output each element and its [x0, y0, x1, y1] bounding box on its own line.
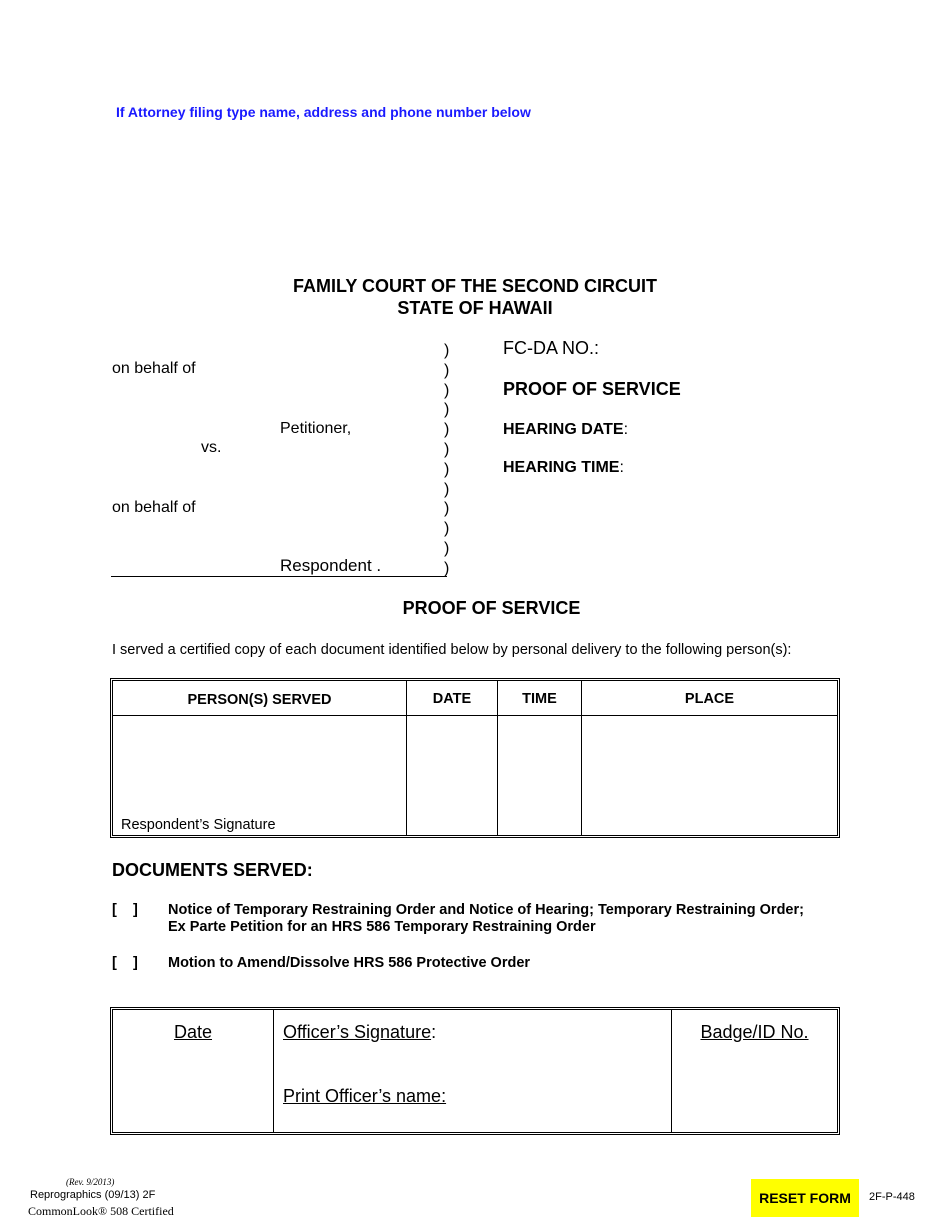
officer-signature-label: Officer’s Signature: [283, 1022, 437, 1042]
caption-paren: ) [444, 500, 450, 518]
officer-date-label: Date [173, 1022, 213, 1042]
caption-paren: ) [444, 480, 450, 498]
persons-served-field[interactable] [113, 716, 407, 835]
caption-paren: ) [444, 381, 450, 399]
caption-paren-column [444, 341, 449, 579]
caption-paren: ) [444, 440, 450, 458]
place-served-field[interactable] [582, 716, 837, 835]
header-time-cell [498, 681, 582, 716]
badge-id-label: Badge/ID No. [700, 1022, 809, 1042]
service-statement: I served a certified copy of each document identified below by personal delivery to the following person(s): [112, 642, 792, 658]
petitioner-behalf-label: on behalf of [112, 360, 196, 377]
service-table [110, 678, 840, 838]
document-item-motion [112, 955, 912, 975]
versus-label: vs. [201, 439, 222, 456]
date-served-field[interactable] [407, 716, 498, 835]
document-tro-line2: Ex Parte Petition for an HRS 586 Temporary Restraining Order [168, 919, 596, 935]
case-number-label: FC-DA NO.: [503, 338, 600, 358]
section-title: PROOF OF SERVICE [402, 598, 581, 618]
officer-date-field[interactable] [113, 1010, 274, 1132]
documents-served-heading: DOCUMENTS SERVED: [112, 860, 313, 880]
caption-paren: ) [444, 460, 450, 478]
reprographics-note: Reprographics (09/13) 2F [30, 1189, 156, 1201]
document-motion-text: Motion to Amend/Dissolve HRS 586 Protective Order [168, 955, 531, 971]
caption-underline [111, 576, 447, 577]
header-persons-cell [113, 681, 407, 716]
court-heading [0, 275, 950, 319]
time-served-field[interactable] [498, 716, 582, 835]
hearing-date-label: HEARING DATE: [503, 421, 629, 438]
caption-paren: ) [444, 421, 450, 439]
attorney-instruction: If Attorney filing type name, address and phone number below [116, 104, 531, 120]
badge-id-field[interactable] [672, 1010, 837, 1132]
header-place: PLACE [684, 691, 735, 707]
caption-paren: ) [444, 401, 450, 419]
header-place-cell [582, 681, 837, 716]
document-title: PROOF OF SERVICE [503, 379, 681, 399]
document-item-tro [112, 902, 912, 942]
officer-signature-field[interactable] [274, 1010, 672, 1132]
caption-paren: ) [444, 539, 450, 557]
caption-paren: ) [444, 520, 450, 538]
revision-note: (Rev. 9/2013) [66, 1177, 115, 1187]
document-checkbox-motion[interactable]: [ ] [112, 955, 138, 971]
respondent-label: Respondent . [280, 556, 382, 575]
reset-form-button[interactable]: RESET FORM [751, 1179, 859, 1217]
respondent-behalf-label: on behalf of [112, 499, 196, 516]
caption-paren: ) [444, 559, 450, 577]
court-name: FAMILY COURT OF THE SECOND CIRCUIT [292, 276, 658, 296]
form-id: 2F-P-448 [869, 1191, 915, 1203]
caption-paren: ) [444, 342, 450, 359]
document-text-tro [168, 902, 868, 936]
commonlook-certification: CommonLook® 508 Certified [28, 1204, 174, 1218]
header-time: TIME [522, 691, 557, 707]
header-persons-served: PERSON(S) SERVED [187, 692, 332, 708]
respondent-signature-label: Respondent’s Signature [121, 817, 276, 833]
print-officer-name-label: Print Officer’s name: [283, 1086, 447, 1106]
document-checkbox-tro[interactable]: [ ] [112, 902, 138, 918]
header-date-cell [407, 681, 498, 716]
header-date: DATE [432, 691, 472, 707]
officer-table [110, 1007, 840, 1135]
document-tro-line1: Notice of Temporary Restraining Order and Notice of Hearing; Temporary Restraining Order; [168, 902, 804, 918]
caption-paren: ) [444, 361, 450, 379]
hearing-time-label: HEARING TIME: [503, 459, 624, 476]
court-state: STATE OF HAWAII [397, 298, 553, 318]
petitioner-label: Petitioner, [280, 420, 352, 437]
